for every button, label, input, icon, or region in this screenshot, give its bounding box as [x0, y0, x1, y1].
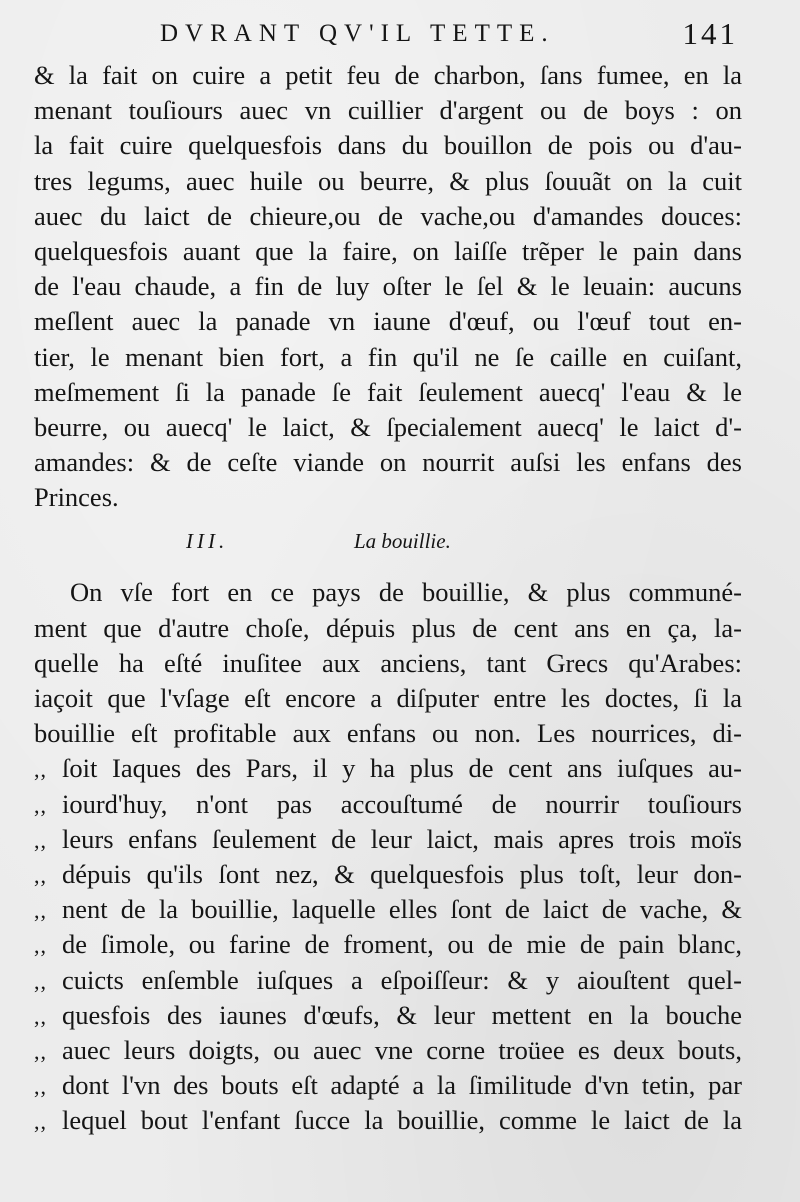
quoted-text: de ſimole, ou farine de froment, ou de mie de pain blanc, — [62, 929, 742, 960]
quotation-mark: ,, — [34, 1074, 47, 1100]
quoted-line — [34, 857, 742, 892]
quoted-line — [34, 1103, 742, 1138]
quoted-line — [34, 1068, 742, 1103]
quoted-text: iourd'huy, n'ont pas accouſtumé de nourrir touſiours — [62, 788, 742, 819]
text-line: menant touſiours auec vn cuillier d'argent ou de boys : on — [34, 95, 742, 126]
running-title: DVRANT QV'IL TETTE. — [160, 20, 555, 47]
quotation-mark: ,, — [34, 898, 47, 924]
quoted-line — [34, 892, 742, 927]
quoted-line — [34, 998, 742, 1033]
section-heading — [34, 515, 742, 555]
quotation-mark: ,, — [34, 933, 47, 959]
running-header — [160, 16, 740, 56]
text-line: tres legums, auec huile ou beurre, & plus ſouuãt on la cuit — [34, 165, 742, 196]
text-line: ment que d'autre choſe, dépuis plus de cent ans en ça, la- — [34, 612, 742, 643]
quoted-text: dépuis qu'ils ſont nez, & quelquesfois plus toſt, leur don- — [62, 858, 742, 889]
text-line: On vſe fort en ce pays de bouillie, & plus communé- — [70, 577, 742, 608]
quoted-line — [34, 787, 742, 822]
section-title: La bouillie. — [354, 529, 451, 554]
quoted-text: quesfois des iaunes d'œufs, & leur mettent en la bouche — [62, 999, 742, 1030]
quotation-mark: ,, — [34, 757, 47, 783]
text-line: beurre, ou auecq' le laict, & ſpecialement auecq' le laict d'- — [34, 411, 742, 442]
quoted-text: lequel bout l'enfant ſucce la bouillie, comme le laict de la — [62, 1105, 742, 1136]
text-line: amandes: & de ceſte viande on nourrit auſsi les enfans des — [34, 447, 742, 478]
quoted-line — [34, 927, 742, 962]
paragraph-bouillie — [34, 575, 742, 1138]
section-number: III. — [186, 529, 229, 554]
quotation-mark: ,, — [34, 827, 47, 853]
quoted-text: dont l'vn des bouts eſt adapté a la ſimilitude d'vn tetin, par — [62, 1070, 742, 1101]
text-line: la fait cuire quelquesfois dans du bouillon de pois ou d'au- — [34, 130, 742, 161]
page-number: 141 — [682, 16, 738, 51]
quoted-text: auec leurs doigts, ou auec vne corne troüee es deux bouts, — [62, 1034, 742, 1065]
quotation-mark: ,, — [34, 1038, 47, 1064]
text-line: meſmement ſi la panade ſe fait ſeulement auecq' l'eau & le — [34, 376, 742, 407]
quotation-mark: ,, — [34, 1003, 47, 1029]
quotation-mark: ,, — [34, 862, 47, 888]
text-line: tier, le menant bien fort, a fin qu'il ne ſe caille en cuiſant, — [34, 341, 742, 372]
text-line: auec du laict de chieure,ou de vache,ou d'amandes douces: — [34, 200, 742, 231]
text-line: Princes. — [34, 482, 119, 513]
quotation-mark: ,, — [34, 968, 47, 994]
quoted-line — [34, 822, 742, 857]
quotation-mark: ,, — [34, 1109, 47, 1135]
text-line: & la fait on cuire a petit feu de charbon, ſans fumee, en la — [34, 60, 742, 90]
paragraph-panade-continued — [34, 58, 742, 515]
quoted-line — [34, 963, 742, 998]
text-line: de l'eau chaude, a fin de luy oſter le ſel & le leuain: aucuns — [34, 271, 742, 302]
quoted-text: ſoit Iaques des Pars, il y ha plus de cent ans iuſques au- — [62, 753, 742, 784]
quoted-text: nent de la bouillie, laquelle elles ſont de laict de vache, & — [62, 894, 742, 925]
quotation-mark: ,, — [34, 792, 47, 818]
quoted-line — [34, 751, 742, 786]
quoted-text: cuicts enſemble iuſques a eſpoiſſeur: & y aiouſtent quel- — [62, 964, 742, 995]
text-line: meſlent auec la panade vn iaune d'œuf, ou l'œuf tout en- — [34, 306, 742, 337]
quoted-text: leurs enfans ſeulement de leur laict, mais apres trois moïs — [62, 823, 742, 854]
text-line: iaçoit que l'vſage eſt encore a diſputer entre les doctes, ſi la — [34, 683, 742, 713]
text-line: quelquesfois auant que la faire, on laiſſe trẽper le pain dans — [34, 235, 742, 266]
text-line: bouillie eſt profitable aux enfans ou non. Les nourrices, di- — [34, 718, 742, 749]
text-line: quelle ha eſté inuſitee aux anciens, tant Grecs qu'Arabes: — [34, 647, 742, 678]
body-text — [34, 58, 742, 1138]
quoted-line — [34, 1033, 742, 1068]
